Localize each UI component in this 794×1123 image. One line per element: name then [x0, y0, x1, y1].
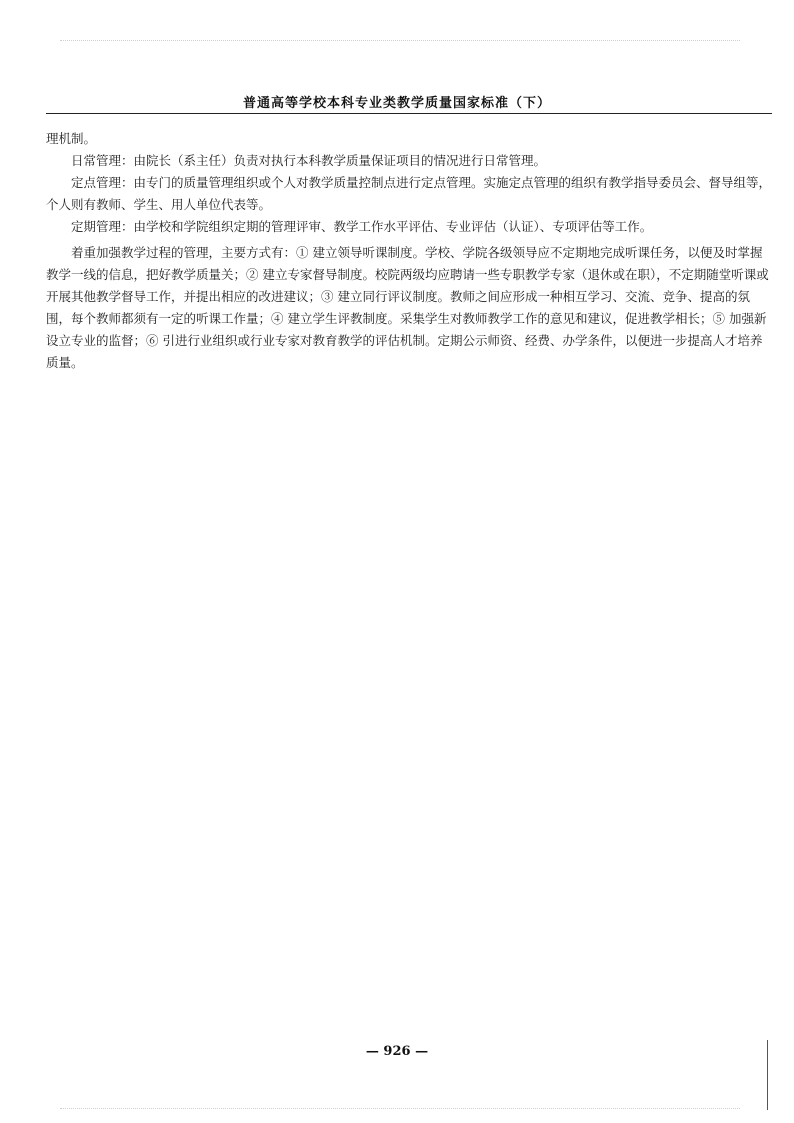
scan-edge-line: [767, 1040, 768, 1110]
paragraph-periodic-management: 定期管理：由学校和学院组织定期的管理评审、教学工作水平评估、专业评估（认证）、专项评估等工作。: [71, 219, 653, 234]
paragraph-fixed-point-management: 定点管理：由专门的质量管理组织或个人对教学质量控制点进行定点管理。实施定点管理的组织有教学指导委员会、督导组等，个人则有教师、学生、用人单位代表等。: [46, 175, 772, 212]
page-number: — 926 —: [365, 1044, 429, 1059]
header-rule: [46, 113, 772, 114]
scan-artifact-bottom: [60, 1108, 740, 1109]
paragraph-continuation: 理机制。: [46, 131, 97, 146]
paragraph-daily-management: 日常管理：由院长（系主任）负责对执行本科教学质量保证项目的情况进行日常管理。: [71, 153, 547, 168]
paragraph-teaching-process: 着重加强教学过程的管理，主要方式有：① 建立领导听课制度。学校、学院各级领导应不定期地完成听课任务，以便及时掌握教学一线的信息，把好教学质量关；② 建立专家督导制度。校院两级均应聘请一些专职教学专家（退休或在职），不定期随堂听课或开展其他教学督导工作，并提出相应的改进建议；③ 建立同行评议制度。教师之间应形成一种相互学习、交流、竞争、提高的氛围，每个教师都须有一定的听课工作量；④ 建立学生评教制度。采集学生对教师教学工作的意见和建议，促进教学相长；⑤ 加强新设立专业的监督；⑥ 引进行业组织或行业专家对教育教学的评估机制。定期公示师资、经费、办学条件，以便进一步提高人才培养质量。: [46, 245, 769, 370]
scan-artifact-top: [60, 40, 740, 41]
body-text: [46, 128, 772, 374]
running-header: 普通高等学校本科专业类教学质量国家标准（下）: [242, 96, 551, 111]
